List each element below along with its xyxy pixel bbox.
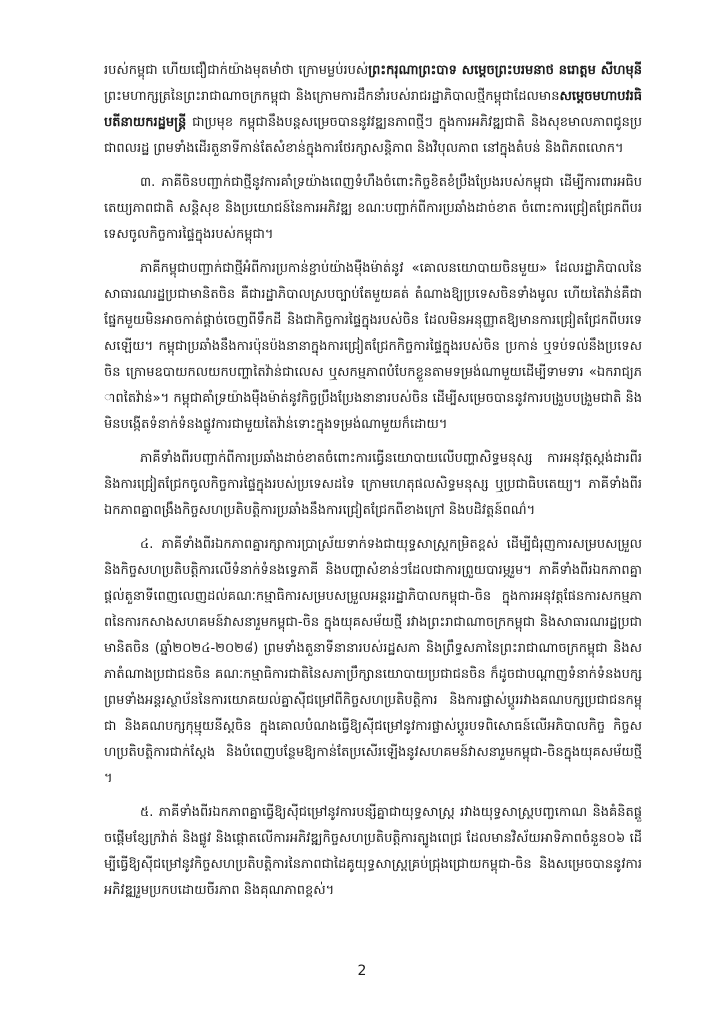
- paragraph-one-china-text: ភាគីកម្ពុជាបញ្ជាក់ជាថ្មីអំពីការប្រកាន់ខ្ជាប់យ៉ាងម៉ឺងម៉ាត់នូវ «គោលនយោបាយចិនមួយ» ដែលរដ្ឋាភិបាលនៃសាធារណរដ្ឋប្រជាមានិតចិន គឺជារដ្ឋាភិបាលស្របច្បាប់តែមួយគត់ តំណាងឱ្យប្រទេសចិនទាំងមូល ហើយតៃវ៉ាន់គឺជាផ្នែកមួយមិនអាចកាត់ផ្តាច់ចេញពីទឹកដី និងជាកិច្ចការផ្ទៃក្នុងរបស់ចិន ដែលមិនអនុញ្ញាតឱ្យមានការជ្រៀតជ្រែកពីបរទេសឡើយ។ កម្ពុជាប្រឆាំងនឹងការប៉ុនប៉ងនានាក្នុងការជ្រៀតជ្រែកកិច្ចការផ្ទៃក្នុងរបស់ចិន ប្រកាន់ ឬទប់ទល់នឹងប្រទេសចិន ក្រោមឧបាយកលយកបញ្ហាតៃវ៉ាន់ជាលេស ឬសកម្មភាពបំបែកខ្លួនតាមទម្រង់ណាមួយដើម្បីទាមទារ «ឯករាជ្យភាពតៃវ៉ាន់»។ កម្ពុជាគាំទ្រយ៉ាងម៉ឺងម៉ាត់នូវកិច្ចប្រឹងប្រែងនានារបស់ចិន ដើម្បីសម្រេចបាននូវការបង្រួបបង្រួមជាតិ និងមិនបង្កើតទំនាក់ទំនងផ្លូវការជាមួយតៃវ៉ាន់ទោះក្នុងទម្រង់ណាមួយក៏ដោយ។: [104, 261, 642, 432]
- paragraph-1-text-c: ជាប្រមុខ កម្ពុជានឹងបន្តសម្រេចបាននូវវឌ្ឍនភាពថ្មីៗ ក្នុងការអភិវឌ្ឍជាតិ និងសុខមាលភាពជូនប្រជាពលរដ្ឋ ព្រមទាំងដើរតួនាទីកាន់តែសំខាន់ក្នុងការថែរក្សាសន្តិភាព និងវិបុលភាព នៅក្នុងតំបន់ និងពិភពលោក។: [104, 115, 642, 156]
- paragraph-human-rights: [104, 446, 642, 524]
- paragraph-item-4-text: ៤. ភាគីទាំងពីរឯកភាពគ្នារក្សាការប្រាស្រ័យទាក់ទងជាយុទ្ធសាស្ត្រកម្រិតខ្ពស់ ដើម្បីជំរុញការសម្របសម្រួល និងកិច្ចសហប្រតិបត្តិការលើទំនាក់ទំនងទ្វេភាគី និងបញ្ហាសំខាន់ៗដែលជាការព្រួយបារម្ភរួម។ ភាគីទាំងពីរឯកភាពគ្នាផ្តល់តួនាទីពេញលេញដល់គណៈកម្មាធិការសម្របសម្រួលអន្តររដ្ឋាភិបាលកម្ពុជា-ចិន ក្នុងការអនុវត្តផែនការសកម្មភាពនៃការកសាងសហគមន៍វាសនារួមកម្ពុជា-ចិន ក្នុងយុគសម័យថ្មី រវាងព្រះរាជាណាចក្រកម្ពុជា និងសាធារណរដ្ឋប្រជាមានិតចិន (ឆ្នាំ២០២៤-២០២៨) ព្រមទាំងតួនាទីនានារបស់រដ្ឋសភា និងព្រឹទ្ធសភានៃព្រះរាជាណាចក្រកម្ពុជា និងសភាតំណាងប្រជាជនចិន គណៈកម្មាធិការជាតិនៃសភាប្រឹក្សានយោបាយប្រជាជនចិន ក៏ដូចជាបណ្តាញទំនាក់ទំនងបក្ស ព្រមទាំងអន្តរស្ថាប័ននៃការយោគយល់គ្នាស៊ីជម្រៅពីកិច្ចសហប្រតិបត្តិការ និងការផ្លាស់ប្តូររវាងគណបក្សប្រជាជនកម្ពុជា និងគណបក្សកុម្មុយនីស្តចិន ក្នុងគោលបំណងធ្វើឱ្យស៊ីជម្រៅនូវការផ្លាស់ប្តូរបទពិសោធន៍លើអភិបាលកិច្ច កិច្ចសហប្រតិបត្តិការជាក់ស្តែង និងបំពេញបន្ថែមឱ្យកាន់តែប្រសើរឡើងនូវសហគមន៍វាសនារួមកម្ពុជា-ចិនក្នុងយុគសម័យថ្មី។: [104, 537, 642, 786]
- paragraph-continuation: [104, 58, 642, 162]
- paragraph-item-3-text: ៣. ភាគីចិនបញ្ជាក់ជាថ្មីនូវការគាំទ្រយ៉ាងពេញទំហឹងចំពោះកិច្ចខិតខំប្រឹងប្រែងរបស់កម្ពុជា ដើម្បីការពារអធិបតេយ្យភាពជាតិ សន្តិសុខ និងប្រយោជន៍នៃការអភិវឌ្ឍ ខណៈបញ្ជាក់ពីការប្រឆាំងដាច់ខាត ចំពោះការជ្រៀតជ្រែកពីបរទេសចូលកិច្ចការផ្ទៃក្នុងរបស់កម្ពុជា។: [104, 175, 642, 242]
- paragraph-1-text-prime-minister: សម្តេចមហាបវរធិបតីនាយករដ្ឋមន្ត្រី: [104, 89, 642, 130]
- document-body: [104, 58, 642, 958]
- page-number: 2: [357, 963, 367, 979]
- paragraph-item-3: [104, 170, 642, 248]
- paragraph-one-china: [104, 256, 642, 438]
- paragraph-item-5-text: ៥. ភាគីទាំងពីរឯកភាពគ្នាធ្វើឱ្យស៊ីជម្រៅនូវការបន្សីគ្នាជាយុទ្ធសាស្ត្រ រវាងយុទ្ធសាស្ត្របញ្ចកោណ និងគំនិតផ្តួចផ្តើមខ្សែក្រវ៉ាត់ និងផ្លូវ និងផ្តោតលើការអភិវឌ្ឍកិច្ចសហប្រតិបត្តិការត្បូងពេជ្រ ដែលមានវិស័យអាទិភាពចំនួន០៦ ដើម្បីធ្វើឱ្យស៊ីជម្រៅនូវកិច្ចសហប្រតិបត្តិការនៃភាពជាដៃគូយុទ្ធសាស្ត្រគ្រប់ជ្រុងជ្រោយកម្ពុជា-ចិន និងសម្រេចបាននូវការអភិវឌ្ឍរួមប្រកបដោយចីរភាព និងគុណភាពខ្ពស់។: [104, 805, 642, 898]
- paragraph-1-text-a: របស់កម្ពុជា ហើយជឿជាក់យ៉ាងមុតមាំថា ក្រោមម្លប់របស់: [104, 63, 369, 78]
- paragraph-item-5: [104, 800, 642, 904]
- paragraph-human-rights-text: ភាគីទាំងពីរបញ្ជាក់ពីការប្រឆាំងដាច់ខាតចំពោះការធ្វើនយោបាយលើបញ្ហាសិទ្ធមនុស្ស ការអនុវត្តស្តង់ដារពីរ និងការជ្រៀតជ្រែកចូលកិច្ចការផ្ទៃក្នុងរបស់ប្រទេសដទៃ ក្រោមហេតុផលសិទ្ធមនុស្ស ឬប្រជាធិបតេយ្យ។ ភាគីទាំងពីរឯកភាពគ្នាពង្រឹងកិច្ចសហប្រតិបត្តិការប្រឆាំងនឹងការជ្រៀតជ្រែកពីខាងក្រៅ និងបដិវត្តន៍ពណ៌។: [104, 451, 642, 518]
- paragraph-item-4: [104, 532, 642, 792]
- paragraph-1-text-b: ព្រះមហាក្សត្រនៃព្រះរាជាណាចក្រកម្ពុជា និងក្រោមការដឹកនាំរបស់រាជរដ្ឋាភិបាលថ្មីកម្ពុជាដែលមាន: [104, 89, 560, 104]
- paragraph-1-text-king: ព្រះករុណាព្រះបាទ សម្តេចព្រះបរមនាថ នរោត្តម សីហមុនី: [368, 63, 642, 78]
